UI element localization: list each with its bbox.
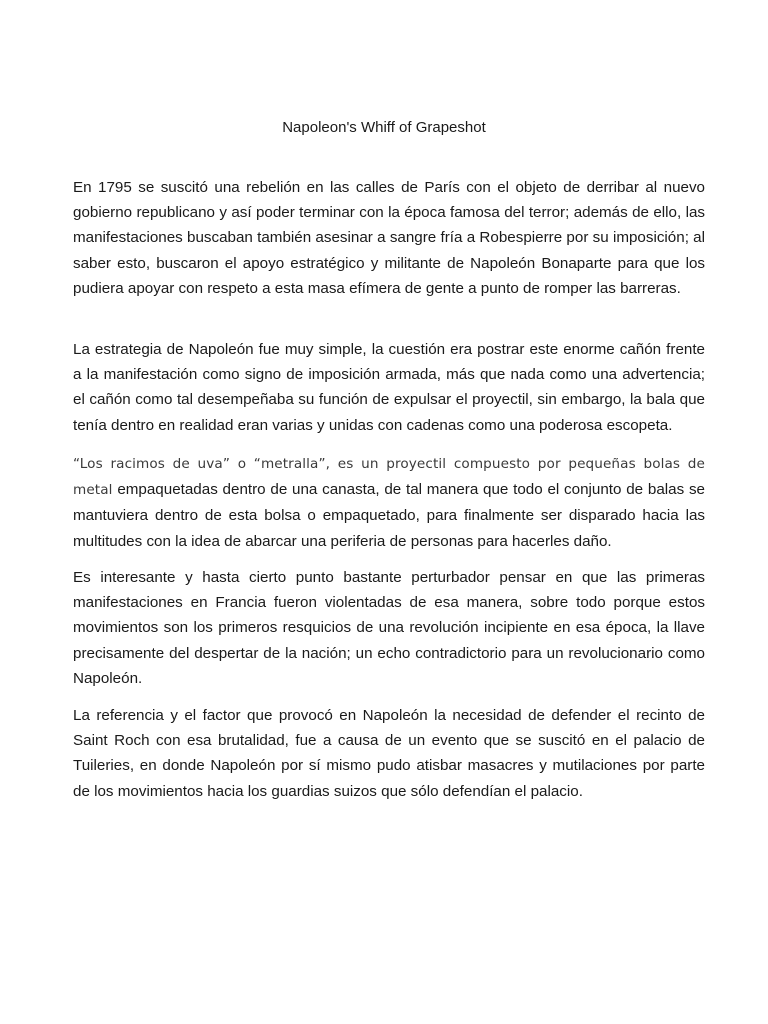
paragraph-4: Es interesante y hasta cierto punto bastante perturbador pensar en que las primeras manifestaciones en Francia fueron violentadas de esa manera, sobre todo porque estos movimientos son los primeros resquicios de una revolución incipiente en esa época, la llave precisamente del despertar de la nación; un echo contradictorio para un revolucionario como Napoleón. <box>73 569 705 687</box>
quote-rest-text: empaquetadas dentro de una canasta, de tal manera que todo el conjunto de balas se mantuviera dentro de esta bolsa o empaquetado, para finalmente ser disparado hacia las multitudes con la idea de abarcar una periferia de personas para hacerles daño. <box>73 481 705 550</box>
paragraph-1: En 1795 se suscitó una rebelión en las calles de París con el objeto de derribar al nuevo gobierno republicano y así poder terminar con la época famosa del terror; además de ello, las manifestaciones buscaban también asesinar a sangre fría a Robespierre por su imposición; al saber esto, buscaron el apoyo estratégico y militante de Napoleón Bonaparte para que los pudiera apoyar con respeto a esta masa efímera de gente a punto de romper las barreras. <box>73 179 705 297</box>
paragraph-5: La referencia y el factor que provocó en Napoleón la necesidad de defender el recinto de Saint Roch con esa brutalidad, fue a causa de un evento que se suscitó en el palacio de Tuileries, en donde Napoleón por sí mismo pudo atisbar masacres y mutilaciones por parte de los movimientos hacia los guardias suizos que sólo defendían el palacio. <box>73 707 705 800</box>
document-title: Napoleon's Whiff of Grapeshot <box>282 119 486 136</box>
paragraph-2: La estrategia de Napoleón fue muy simple, la cuestión era postrar este enorme cañón frente a la manifestación como signo de imposición armada, más que nada como una advertencia; el cañón como tal desempeñaba su función de expulsar el proyectil, sin embargo, la bala que tenía dentro en realidad eran varias y unidas con cadenas como una poderosa escopeta. <box>73 341 705 434</box>
quote-lead-text: “Los racimos de uva” o “metralla”, es un proyectil compuesto por pequeñas bolas de metal <box>73 456 705 499</box>
paragraph-3 <box>73 451 705 554</box>
